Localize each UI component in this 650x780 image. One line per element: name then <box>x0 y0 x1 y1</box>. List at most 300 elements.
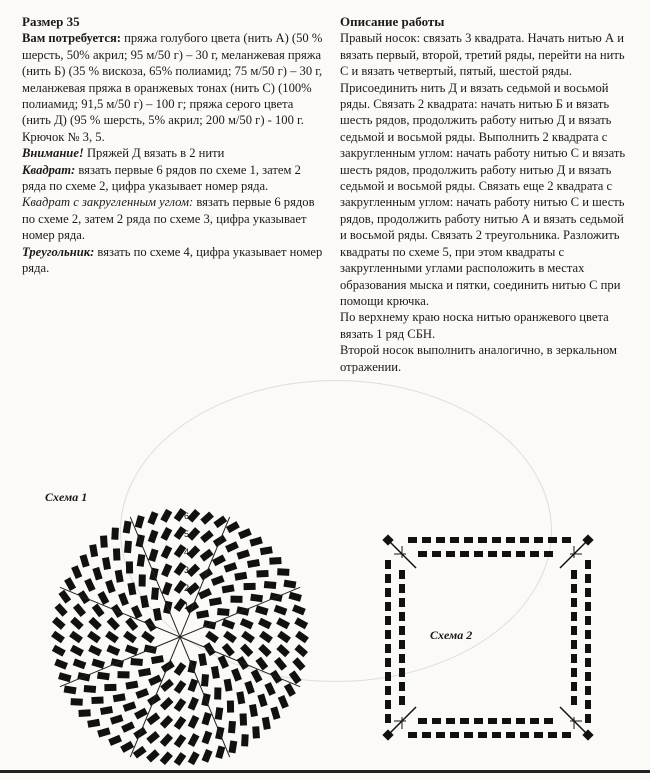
stitch-mark <box>54 659 68 670</box>
row-number-label: 2 <box>184 583 190 593</box>
stitch-mark <box>585 658 591 667</box>
stitch-mark <box>250 594 263 603</box>
stitch-mark <box>244 583 256 590</box>
stitch-mark <box>571 696 577 705</box>
stitch-mark <box>148 530 159 544</box>
materials-label: Вам потребуется: <box>22 31 121 46</box>
stitch-mark <box>91 697 103 705</box>
stitch-mark <box>240 644 253 658</box>
stitch-mark <box>571 640 577 649</box>
stitch-mark <box>450 537 459 543</box>
stitch-mark <box>123 701 137 712</box>
stitch-mark <box>292 604 306 615</box>
stitch-mark <box>562 537 571 543</box>
stitch-mark <box>130 658 143 666</box>
stitch-mark <box>269 557 281 565</box>
stitch-mark <box>292 657 305 671</box>
stitch-mark <box>87 719 100 728</box>
stitch-mark <box>221 619 235 630</box>
stitch-mark <box>141 631 155 644</box>
stitch-mark <box>249 704 258 717</box>
square-text: вязать первые 6 рядов по схеме 1, затем 2 ряда по схеме 2, цифра указывает номер ряда. <box>22 162 301 194</box>
stitch-mark <box>174 680 187 694</box>
stitch-mark <box>262 717 271 730</box>
stitch-mark <box>127 582 136 595</box>
stitch-mark <box>506 537 515 543</box>
stitch-mark <box>214 687 221 699</box>
stitch-mark <box>88 645 102 657</box>
stitch-mark <box>571 612 577 621</box>
stitch-mark <box>228 721 236 734</box>
stitch-mark <box>123 521 132 534</box>
stitch-mark <box>274 605 288 616</box>
stitch-mark <box>585 560 591 569</box>
stitch-mark <box>234 572 247 581</box>
stitch-mark <box>418 718 427 724</box>
stitch-mark <box>97 591 109 605</box>
triangle-text: вязать по схеме 4, цифра указывает номер ряда. <box>22 244 323 276</box>
stitch-mark <box>205 631 219 644</box>
stitch-mark <box>213 515 227 528</box>
stitch-mark <box>151 587 159 600</box>
stitch-mark <box>117 671 129 678</box>
stitch-mark <box>51 631 65 644</box>
stitch-mark <box>399 696 405 705</box>
stitch-mark <box>548 732 557 738</box>
stitch-mark <box>147 511 158 525</box>
stitch-mark <box>200 511 214 524</box>
stitch-mark <box>385 644 391 653</box>
stitch-mark <box>224 562 238 573</box>
stitch-mark <box>478 537 487 543</box>
stitch-mark <box>135 688 149 699</box>
stitch-mark <box>418 551 427 557</box>
schema-2-label: Схема 2 <box>430 628 473 642</box>
stitch-mark <box>264 581 277 589</box>
stitch-mark <box>228 740 237 753</box>
stitch-mark <box>160 715 173 728</box>
stitch-mark <box>474 718 483 724</box>
stitch-mark <box>188 678 199 692</box>
stitch-mark <box>585 714 591 723</box>
stitch-mark <box>70 645 84 657</box>
stitch-mark <box>73 659 87 670</box>
stitch-mark <box>255 657 268 671</box>
stitch-mark <box>202 731 213 745</box>
stitch-mark <box>151 655 164 664</box>
stitch-mark <box>274 657 287 671</box>
stitch-mark <box>238 528 252 539</box>
stitch-mark <box>385 714 391 723</box>
stitch-mark <box>201 712 211 726</box>
stitch-mark <box>148 548 158 562</box>
stitch-mark <box>289 670 302 684</box>
stitch-mark <box>585 616 591 625</box>
description-title: Описание работы <box>340 14 445 29</box>
stitch-mark <box>256 570 268 578</box>
stitch-mark <box>64 685 77 694</box>
stitch-mark <box>140 595 149 608</box>
stitch-mark <box>115 570 124 583</box>
stitch-mark <box>241 631 255 644</box>
stitch-mark <box>113 548 121 560</box>
stitch-mark <box>133 746 147 759</box>
stitch-mark <box>84 685 97 693</box>
stitch-mark <box>198 653 207 666</box>
stitch-mark <box>125 681 138 690</box>
stitch-mark <box>446 718 455 724</box>
stitch-mark <box>120 741 134 753</box>
stitch-mark <box>450 732 459 738</box>
stitch-mark <box>105 631 119 644</box>
stitch-mark <box>78 709 90 717</box>
stitch-mark <box>200 549 214 562</box>
stitch-mark <box>80 554 90 567</box>
stitch-mark <box>516 718 525 724</box>
stitch-mark <box>188 697 199 711</box>
stitch-mark <box>146 749 160 762</box>
stitch-mark <box>160 751 173 765</box>
stitch-mark <box>87 631 101 644</box>
stitch-mark <box>102 557 111 570</box>
stitch-mark <box>174 716 187 730</box>
stitch-mark <box>118 592 129 606</box>
stitch-mark <box>294 617 308 629</box>
attention-label: Внимание! <box>22 146 84 161</box>
stitch-mark <box>137 554 146 567</box>
stitch-mark <box>571 668 577 677</box>
stitch-mark <box>200 530 214 543</box>
stitch-mark <box>58 590 71 604</box>
stitch-mark <box>123 631 137 644</box>
stitch-mark <box>277 568 289 576</box>
stitch-mark <box>196 610 209 619</box>
schema-1-diagram <box>50 505 310 765</box>
stitch-mark <box>260 546 273 555</box>
stitch-mark <box>530 551 539 557</box>
stitch-mark <box>188 715 200 729</box>
stitch-mark <box>174 662 187 676</box>
stitch-mark <box>585 672 591 681</box>
description-paragraph-1: Правый носок: связать 3 квадрата. Начать нитью А и вязать первый, второй, третий ряды, перейти на нить С и вязать четвертый, пятый, шестой ряды. Присоединить нить Д и вязать седьмой и восьмой ряды. Связать 2 квадрата: начать нитью Б и вязать шесть рядов, продолжить работу нитью Д и вязать седьмой и восьмой ряды. Выполнить 2 квадрата с закругленным углом: начать работу нитью С и вязать шесть рядов, продолжить работу нитью Д и вязать седьмой и восьмой ряды. Связать еще 2 квадрата с закругленным углом: начать работу нитью С и шесть рядов, продолжить работу нитью А и вязать седьмой и восьмой ряды. Связать 2 треугольника. Разложить квадраты по схеме 5, при этом квадраты с закругленными углами расположить в местах образования мыска и пятки, соединить нитью С при помощи крючка. <box>340 31 626 308</box>
stitch-mark <box>225 541 239 552</box>
stitch-mark <box>188 733 200 747</box>
stitch-mark <box>422 732 431 738</box>
stitch-mark <box>106 645 120 656</box>
stitch-mark <box>385 672 391 681</box>
stitch-mark <box>257 694 267 708</box>
stitch-mark <box>544 718 553 724</box>
materials-paragraph <box>22 30 324 128</box>
stitch-mark <box>215 745 225 758</box>
row-number-label: 5 <box>184 529 190 539</box>
stitch-mark <box>236 691 245 704</box>
stitch-mark <box>215 707 224 720</box>
stitch-mark <box>125 645 139 656</box>
schema-2-diagram <box>368 520 618 770</box>
stitch-mark <box>92 567 102 581</box>
stitch-mark <box>385 574 391 583</box>
square-label: Квадрат: <box>22 162 76 177</box>
stitch-mark <box>385 658 391 667</box>
stitch-mark <box>138 668 151 677</box>
stitch-mark <box>520 537 529 543</box>
stitch-mark <box>160 733 173 747</box>
stitch-mark <box>534 732 543 738</box>
row-number-label: 4 <box>184 547 190 557</box>
size-title: Размер 35 <box>22 14 80 29</box>
stitch-mark <box>492 732 501 738</box>
description-column <box>340 14 632 375</box>
stitch-mark <box>432 551 441 557</box>
stitch-mark <box>460 551 469 557</box>
stitch-mark <box>161 563 172 577</box>
stitch-mark <box>52 617 66 630</box>
stitch-mark <box>585 630 591 639</box>
stitch-mark <box>571 570 577 579</box>
stitch-mark <box>446 551 455 557</box>
stitch-mark <box>488 718 497 724</box>
stitch-mark <box>160 509 172 523</box>
stitch-mark <box>399 668 405 677</box>
hook-paragraph: Крючок № 3, 5. <box>22 129 105 144</box>
stitch-mark <box>162 582 173 596</box>
description-paragraph-2: По верхнему краю носка нитью оранжевого цвета вязать 1 ряд СБН. <box>340 310 609 341</box>
stitch-mark <box>58 672 71 682</box>
stitch-mark <box>276 644 290 657</box>
stitch-mark <box>148 675 162 686</box>
stitch-mark <box>174 734 187 748</box>
row-number-label: 3 <box>184 565 190 575</box>
stitch-mark <box>218 655 229 669</box>
stitch-mark <box>534 537 543 543</box>
stitch-mark <box>492 537 501 543</box>
stitch-mark <box>460 718 469 724</box>
stitch-mark <box>399 654 405 663</box>
stitch-mark <box>240 713 248 725</box>
stitch-mark <box>97 672 110 681</box>
materials-text: пряжа голубого цвета (нить А) (50 % шерсть, 50% акрил; 95 м/50 г) – 30 г, меланжевая пряжа (нить Б) (35 % вискоза, 65% полиамид; 75 м/50 г) – 30 г, меланжевая пряжа в оранжевых тонах (нить С) (100% полиамид; 91,5 м/50 г) – 100 г; пряжа серого цвета (нить Д) (95 % шерсть, 5% акрил; 200 м/50 г) - 100 г. <box>22 31 323 128</box>
stitch-mark <box>212 554 226 566</box>
stitch-mark <box>385 686 391 695</box>
stitch-mark <box>252 726 260 738</box>
stitch-mark <box>121 721 135 732</box>
stitch-mark <box>408 732 417 738</box>
stitch-mark <box>408 537 417 543</box>
stitch-mark <box>240 618 254 629</box>
stitch-mark <box>571 598 577 607</box>
stitch-mark <box>548 537 557 543</box>
square-paragraph <box>22 162 324 195</box>
stitch-mark <box>270 706 280 719</box>
stitch-mark <box>100 706 113 715</box>
stitch-mark <box>464 732 473 738</box>
stitch-mark <box>100 535 108 547</box>
stitch-mark <box>399 584 405 593</box>
stitch-mark <box>585 574 591 583</box>
triangle-label: Треугольник: <box>22 244 95 259</box>
stitch-mark <box>71 565 82 579</box>
stitch-mark <box>251 669 263 683</box>
stitch-mark <box>571 654 577 663</box>
stitch-mark <box>436 537 445 543</box>
stitch-mark <box>73 603 86 617</box>
stitch-mark <box>217 608 230 616</box>
stitch-mark <box>104 684 116 691</box>
stitch-mark <box>478 732 487 738</box>
materials-column <box>22 14 324 277</box>
stitch-mark <box>91 658 105 668</box>
stitch-mark <box>211 666 220 679</box>
stitch-mark <box>198 588 212 599</box>
stitch-mark <box>294 644 308 657</box>
stitch-mark <box>224 679 233 692</box>
stitch-mark <box>202 749 213 763</box>
stitch-mark <box>385 602 391 611</box>
schema-1-label: Схема 1 <box>45 490 88 504</box>
stitch-mark <box>295 631 309 644</box>
stitch-mark <box>237 549 251 559</box>
stitch-mark <box>223 631 237 644</box>
stitch-mark <box>585 602 591 611</box>
stitch-mark <box>209 597 222 606</box>
stitch-mark <box>113 693 126 702</box>
stitch-mark <box>399 598 405 607</box>
stitch-mark <box>385 616 391 625</box>
stitch-mark <box>385 560 391 569</box>
stitch-mark <box>69 631 83 644</box>
stitch-mark <box>226 521 240 533</box>
stitch-mark <box>222 584 235 593</box>
stitch-mark <box>124 541 132 554</box>
row-number-label: 6 <box>184 511 190 521</box>
attention-paragraph <box>22 145 324 161</box>
stitch-mark <box>160 697 174 710</box>
stitch-mark <box>399 640 405 649</box>
stitch-mark <box>54 603 67 617</box>
stitch-mark <box>571 626 577 635</box>
stitch-mark <box>84 578 95 592</box>
stitch-mark <box>488 551 497 557</box>
stitch-mark <box>432 718 441 724</box>
stitch-mark <box>110 714 124 724</box>
stitch-mark <box>64 577 76 591</box>
stitch-mark <box>147 712 161 725</box>
stitch-mark <box>585 644 591 653</box>
stitch-mark <box>97 727 110 737</box>
stitch-mark <box>571 682 577 691</box>
stitch-mark <box>385 630 391 639</box>
stitch-mark <box>107 617 120 631</box>
stitch-mark <box>276 618 290 630</box>
stitch-mark <box>436 732 445 738</box>
stitch-mark <box>422 537 431 543</box>
stitch-mark <box>385 700 391 709</box>
stitch-mark <box>249 537 262 547</box>
stitch-mark <box>108 735 122 746</box>
stitch-mark <box>241 734 249 746</box>
stitch-mark <box>562 732 571 738</box>
stitch-mark <box>585 686 591 695</box>
stitch-mark <box>131 605 142 619</box>
stitch-mark <box>585 700 591 709</box>
stitch-mark <box>211 575 225 586</box>
stitch-mark <box>530 718 539 724</box>
stitch-mark <box>278 695 289 709</box>
attention-text: Пряжей Д вязать в 2 нити <box>83 146 225 161</box>
rounded-square-label: Квадрат с закругленным углом: <box>22 195 194 210</box>
stitch-mark <box>288 592 301 602</box>
stitch-mark <box>544 551 553 557</box>
stitch-mark <box>92 604 105 618</box>
stitch-mark <box>111 528 119 540</box>
stitch-mark <box>188 751 200 765</box>
row-number-label: 1 <box>184 601 190 611</box>
stitch-mark <box>399 612 405 621</box>
stitch-mark <box>174 752 187 766</box>
stitch-mark <box>385 588 391 597</box>
stitch-mark <box>502 718 511 724</box>
stitch-mark <box>284 683 296 697</box>
stitch-mark <box>516 551 525 557</box>
stitch-mark <box>258 644 271 657</box>
stitch-mark <box>585 588 591 597</box>
stitch-mark <box>277 631 291 644</box>
description-paragraph-3: Второй носок выполнить аналогично, в зеркальном отражении. <box>340 343 618 374</box>
stitch-mark <box>255 605 269 615</box>
stitch-mark <box>244 681 255 695</box>
bottom-rule <box>0 770 650 773</box>
stitch-mark <box>52 645 66 657</box>
stitch-mark <box>502 551 511 557</box>
stitch-mark <box>153 608 162 621</box>
stitch-mark <box>88 617 101 630</box>
stitch-mark <box>571 584 577 593</box>
stitch-mark <box>70 617 84 630</box>
stitch-mark <box>126 561 133 573</box>
rounded-square-paragraph <box>22 194 324 243</box>
stitch-mark <box>264 682 275 696</box>
stitch-mark <box>161 527 173 541</box>
stitch-mark <box>201 674 209 687</box>
stitch-mark <box>259 631 273 644</box>
stitch-mark <box>135 515 145 528</box>
stitch-mark <box>227 701 234 713</box>
stitch-mark <box>187 509 200 523</box>
stitch-mark <box>474 551 483 557</box>
rounded-square-text: вязать первые 6 рядов по схеме 2, затем 2 ряда по схеме 3, цифра указывает номер ряда. <box>22 195 315 243</box>
stitch-mark <box>230 596 242 603</box>
stitch-mark <box>399 626 405 635</box>
stitch-mark <box>464 537 473 543</box>
stitch-mark <box>399 570 405 579</box>
stitch-mark <box>174 698 187 712</box>
stitch-mark <box>71 698 83 706</box>
stitch-mark <box>247 559 260 568</box>
stitch-mark <box>161 545 173 559</box>
stitch-mark <box>105 580 116 594</box>
stitch-mark <box>258 618 272 630</box>
stitch-mark <box>520 732 529 738</box>
stitch-mark <box>231 668 242 682</box>
stitch-mark <box>146 731 160 744</box>
stitch-mark <box>134 708 148 720</box>
stitch-mark <box>139 574 146 586</box>
stitch-mark <box>506 732 515 738</box>
stitch-mark <box>89 544 98 557</box>
triangle-paragraph <box>22 244 324 277</box>
stitch-mark <box>399 682 405 691</box>
